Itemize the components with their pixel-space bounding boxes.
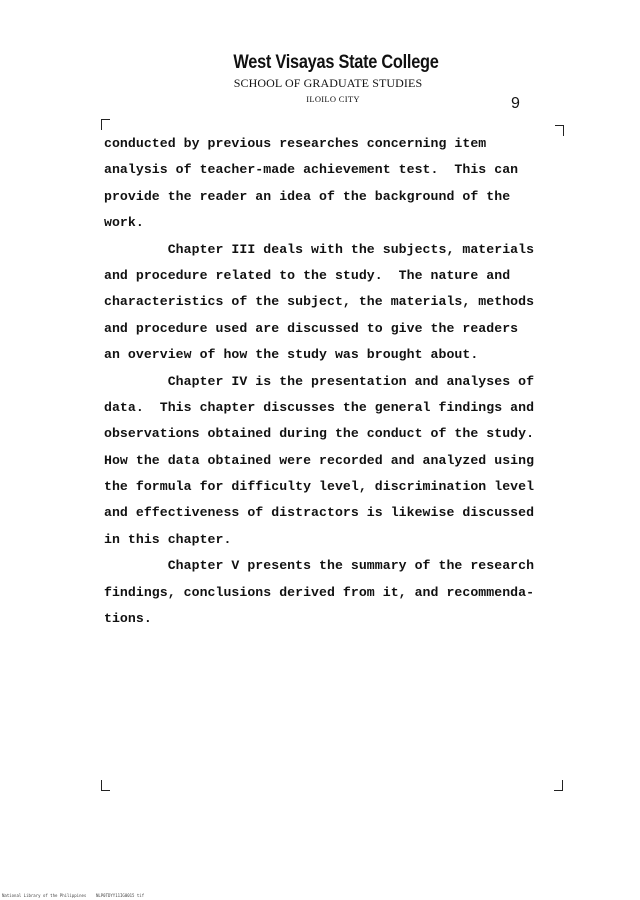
text-line: work. [104, 215, 144, 231]
text-line: in this chapter. [104, 531, 232, 547]
text-line: Chapter V presents the summary of the research [104, 558, 535, 574]
text-line: findings, conclusions derived from it, and recommenda- [104, 584, 535, 600]
text-line: and effectiveness of distractors is likewise discussed [104, 505, 535, 521]
text-line: and procedure used are discussed to give the readers [104, 320, 519, 336]
text-line: data. This chapter discusses the general findings and [104, 399, 535, 415]
text-line: Chapter III deals with the subjects, materials [104, 241, 535, 257]
crop-mark-bottom-right [554, 780, 563, 791]
footer-library: National Library of the Philippines [2, 893, 87, 898]
footer-code: NLP0TDYY11IG0015 tif [95, 893, 145, 898]
text-line: observations obtained during the conduct of the study. [104, 426, 535, 442]
text-line: analysis of teacher-made achievement test. This can [104, 162, 519, 178]
body-text [104, 131, 534, 632]
city-name: ILOILO CITY [306, 94, 360, 104]
crop-mark-top-left [101, 119, 110, 130]
page-number: 9 [511, 95, 520, 112]
text-line: How the data obtained were recorded and analyzed using [104, 452, 535, 468]
text-line: provide the reader an idea of the background of the [104, 188, 511, 204]
school-name: SCHOOL OF GRADUATE STUDIES [233, 76, 423, 90]
crop-mark-bottom-left [101, 780, 110, 791]
text-line: an overview of how the study was brought about. [104, 347, 479, 363]
college-name: West Visayas State College [233, 52, 439, 73]
text-line: and procedure related to the study. The nature and [104, 267, 511, 283]
text-line: conducted by previous researches concerning item [104, 136, 487, 151]
text-line: the formula for difficulty level, discrimination level [104, 479, 535, 495]
text-line: tions. [104, 611, 152, 627]
text-line: characteristics of the subject, the materials, methods [104, 294, 535, 310]
text-line: Chapter IV is the presentation and analyses of [104, 373, 535, 389]
crop-mark-top-right [555, 125, 564, 136]
footer-note [2, 893, 144, 898]
